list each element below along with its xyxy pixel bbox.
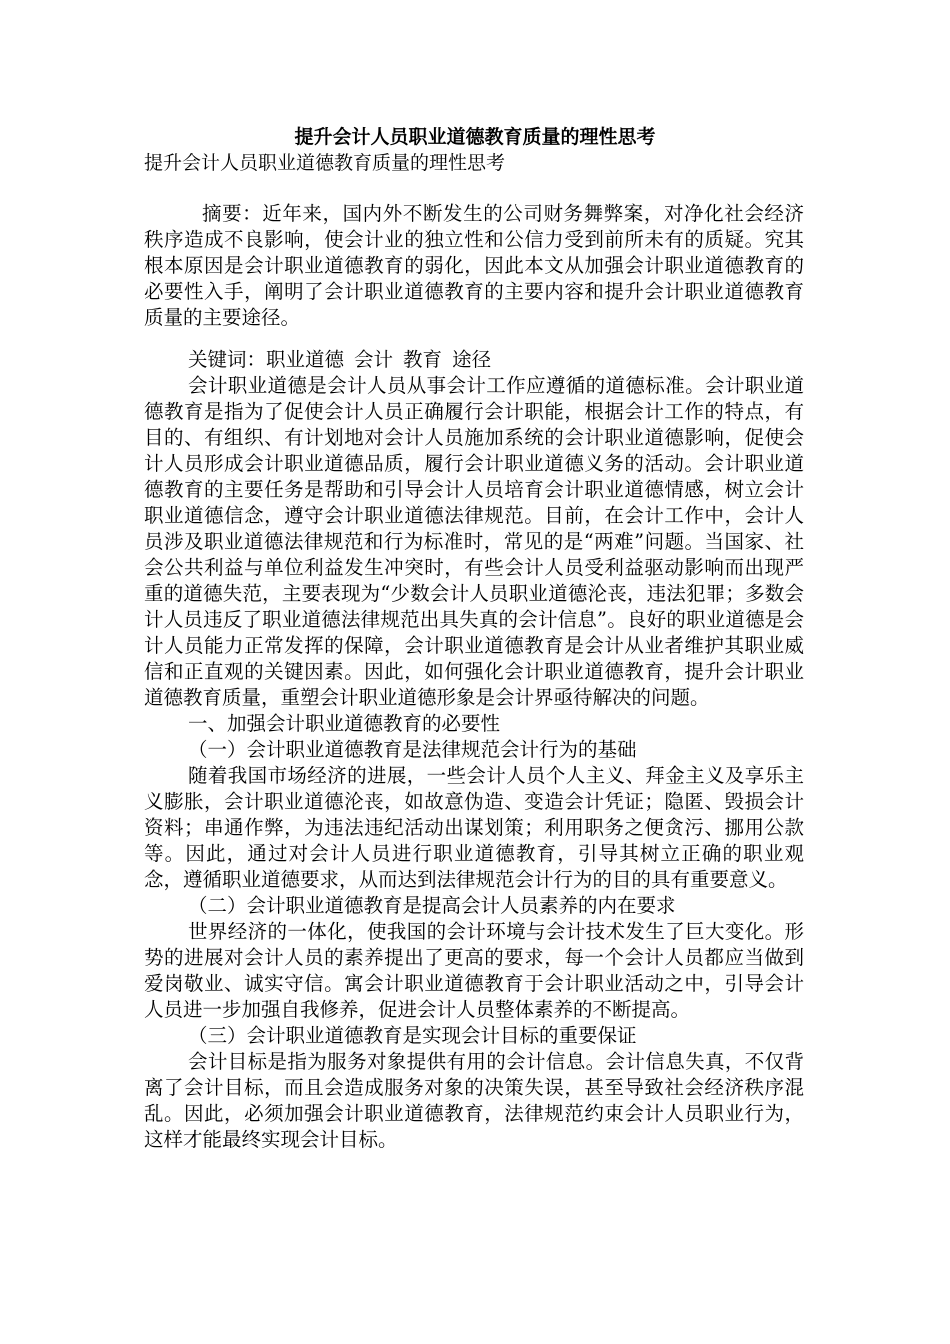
abstract: 摘要：近年来，国内外不断发生的公司财务舞弊案，对净化社会经济秩序造成不良影响，使会计业的独立性和公信力受到前所未有的质疑。究其根本原因是会计职业道德教育的弱化，因此本文从加强会计职业道德教育的必要性入手，阐明了会计职业道德教育的主要内容和提升会计职业道德教育质量的主要途径。 [144, 202, 804, 329]
section-heading: 一、加强会计职业道德教育的必要性 [188, 712, 501, 735]
keyword: 职业道德 [266, 348, 345, 371]
keyword: 会计 [354, 348, 394, 371]
subsection-heading: （三）会计职业道德教育是实现会计目标的重要保证 [188, 1024, 637, 1047]
subsection-heading: （二）会计职业道德教育是提高会计人员素养的内在要求 [188, 894, 676, 917]
keyword: 途径 [452, 348, 492, 371]
paragraph: 会计目标是指为服务对象提供有用的会计信息。会计信息失真，不仅背离了会计目标，而且会造成服务对象的决策失误，甚至导致社会经济秩序混乱。因此，必须加强会计职业道德教育，法律规范约束会计人员职业行为，这样才能最终实现会计目标。 [144, 1050, 804, 1151]
paragraph-intro: 会计职业道德是会计人员从事会计工作应遵循的道德标准。会计职业道德教育是指为了促使会计人员正确履行会计职能，根据会计工作的特点，有目的、有组织、有计划地对会计人员施加系统的会计职业道德影响，促使会计人员形成会计职业道德品质，履行会计职业道德义务的活动。会计职业道德教育的主要任务是帮助和引导会计人员培育会计职业道德情感，树立会计职业道德信念，遵守会计职业道德法律规范。目前，在会计工作中，会计人员涉及职业道德法律规范和行为标准时，常见的是“两难”问题。当国家、社会公共利益与单位利益发生冲突时，有些会计人员受利益驱动影响而出现严重的道德失范，主要表现为“少数会计人员职业道德沦丧，违法犯罪；多数会计人员违反了职业道德法律规范出具失真的会计信息”。良好的职业道德是会计人员能力正常发挥的保障，会计职业道德教育是会计从业者维护其职业威信和正直观的关键因素。因此，如何强化会计职业道德教育，提升会计职业道德教育质量，重塑会计职业道德形象是会计界亟待解决的问题。 [144, 374, 804, 709]
document-title: 提升会计人员职业道德教育质量的理性思考 [294, 126, 656, 148]
document-body [144, 373, 804, 1153]
keywords-line [144, 347, 804, 373]
paragraph: 随着我国市场经济的进展，一些会计人员个人主义、拜金主义及享乐主义膨胀，会计职业道德沦丧，如故意伪造、变造会计凭证；隐匿、毁损会计资料；串通作弊，为违法违纪活动出谋划策；利用职务之便贪污、挪用公款等。因此，通过对会计人员进行职业道德教育，引导其树立正确的职业观念，遵循职业道德要求，从而达到法律规范会计行为的目的具有重要意义。 [144, 764, 804, 891]
paragraph: 世界经济的一体化，使我国的会计环境与会计技术发生了巨大变化。形势的进展对会计人员的素养提出了更高的要求，每一个会计人员都应当做到爱岗敬业、诚实守信。寓会计职业道德教育于会计职业活动之中，引导会计人员进一步加强自我修养，促进会计人员整体素养的不断提高。 [144, 920, 804, 1021]
document-subtitle: 提升会计人员职业道德教育质量的理性思考 [144, 152, 506, 174]
keyword: 教育 [403, 348, 443, 371]
subsection-heading: （一）会计职业道德教育是法律规范会计行为的基础 [188, 738, 637, 761]
keywords-label: 关键词： [188, 348, 267, 371]
